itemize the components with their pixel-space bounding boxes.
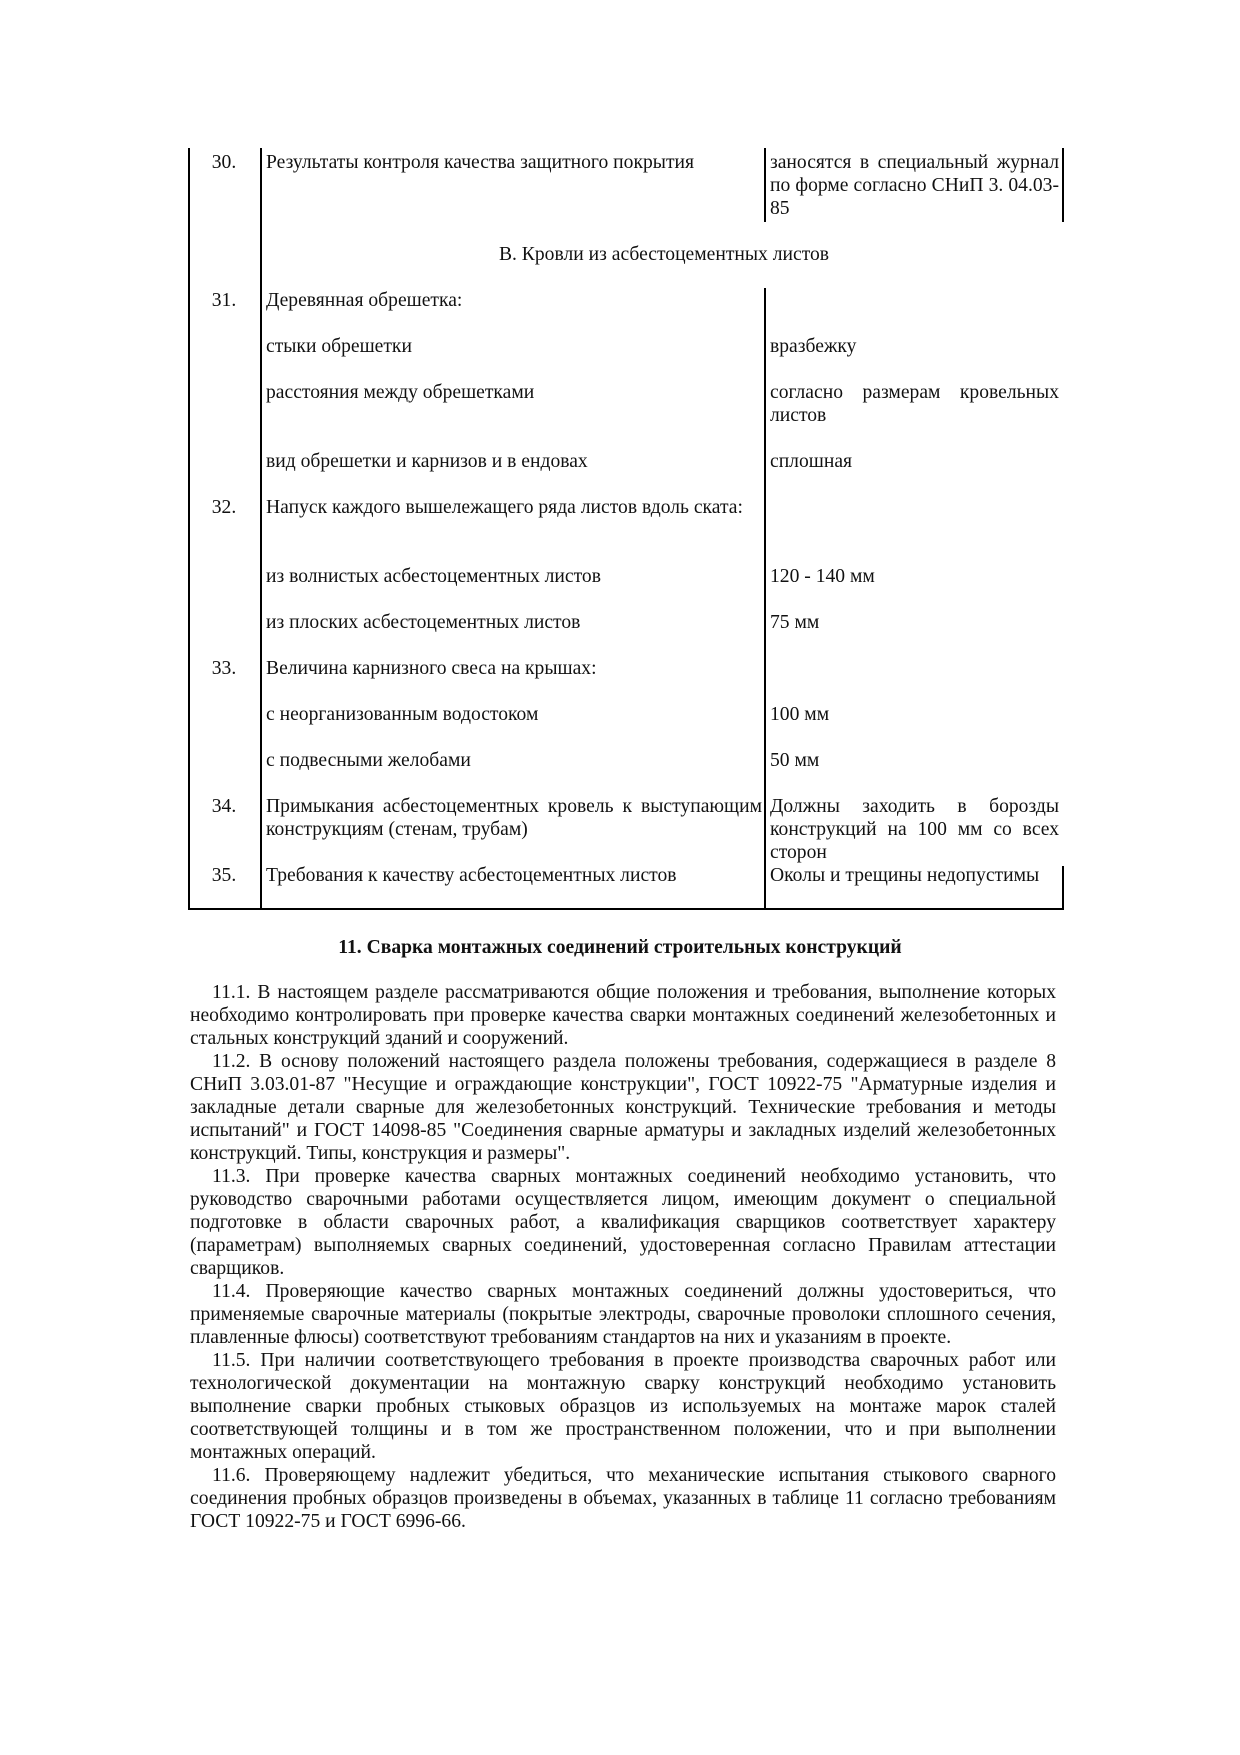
row-value: Околы и трещины недопустимы: [770, 865, 1040, 886]
paragraph: 11.1. В настоящем разделе рассматриваются общие положения и требования, выполнение которых необходимо контролировать при проверке качества сварки монтажных соединений железобетонных и стальных конструкций зданий и сооружений.: [190, 982, 1056, 1049]
row-description: расстояния между обрешетками: [266, 382, 535, 403]
row-number: 31.: [211, 290, 237, 311]
row-value: Должны заходить в борозды конструкций на 100 мм со всех сторон: [770, 796, 1059, 863]
row-description: стыки обрешетки: [266, 336, 412, 357]
table-divider-value: [764, 288, 766, 908]
row-description: Результаты контроля качества защитного покрытия: [266, 152, 694, 173]
table-border-bottom: [188, 908, 1064, 910]
row-description: с подвесными желобами: [266, 750, 471, 771]
paragraph: 11.4. Проверяющие качество сварных монтажных соединений должны удостовериться, что применяемые сварочные материалы (покрытые электроды, сварочные проволоки сплошного сечения, плавленные флюсы) соответствуют требованиям стандартов на них и указаниям в проекте.: [190, 1281, 1056, 1348]
row-value: 100 мм: [770, 704, 830, 725]
row-value: заносятся в специальный журнал по форме согласно СНиП 3. 04.03-85: [770, 152, 1059, 219]
row-description: с неорганизованным водостоком: [266, 704, 539, 725]
table-border-right: [1062, 148, 1064, 222]
table-divider-value: [764, 148, 766, 222]
row-value: сплошная: [770, 451, 853, 472]
section-body: [190, 981, 1056, 1533]
row-description: из волнистых асбестоцементных листов: [266, 566, 601, 587]
row-description: Напуск каждого вышележащего ряда листов вдоль ската:: [266, 497, 743, 518]
paragraph: 11.5. При наличии соответствующего требования в проекте производства сварочных работ или технологической документации на монтажную сварку конструкций необходимо установить выполнение сварки пробных стыковых образцов из используемых на монтаже марок сталей соответствующей толщины и в том же пространственном положении, что и при выполнении монтажных операций.: [190, 1350, 1056, 1463]
row-description: из плоских асбестоцементных листов: [266, 612, 581, 633]
row-value: 120 - 140 мм: [770, 566, 875, 587]
row-value: вразбежку: [770, 336, 857, 357]
row-number: 35.: [211, 865, 237, 886]
paragraph: 11.2. В основу положений настоящего раздела положены требования, содержащиеся в разделе 8 СНиП 3.03.01-87 "Несущие и ограждающие конструкции", ГОСТ 10922-75 "Арматурные изделия и закладные детали сварные для железобетонных конструкций. Технические требования и методы испытаний" и ГОСТ 14098-85 "Соединения сварные арматуры и закладных изделий железобетонных конструкций. Типы, конструкция и размеры".: [190, 1051, 1056, 1164]
table-border-right: [1062, 866, 1064, 908]
row-value: согласно размерам кровельных листов: [770, 382, 1059, 426]
row-number: 32.: [211, 497, 237, 518]
table-border-left: [188, 148, 190, 908]
row-description: Величина карнизного свеса на крышах:: [266, 658, 597, 679]
row-description: вид обрешетки и карнизов и в ендовах: [266, 451, 588, 472]
paragraph: 11.6. Проверяющему надлежит убедиться, что механические испытания стыкового сварного соединения пробных образцов произведены в объемах, указанных в таблице 11 согласно требованиям ГОСТ 10922-75 и ГОСТ 6996-66.: [190, 1465, 1056, 1532]
row-description: Требования к качеству асбестоцементных листов: [266, 865, 677, 886]
row-number: 30.: [211, 152, 237, 173]
section-title: 11. Сварка монтажных соединений строительных конструкций: [338, 937, 902, 958]
table-section-heading: В. Кровли из асбестоцементных листов: [498, 244, 830, 265]
row-description: Деревянная обрешетка:: [266, 290, 463, 311]
row-description: Примыкания асбестоцементных кровель к выступающим конструкциям (стенам, трубам): [266, 796, 762, 840]
row-number: 34.: [211, 796, 237, 817]
table-divider-num: [260, 148, 262, 908]
row-value: 75 мм: [770, 612, 820, 633]
row-value: 50 мм: [770, 750, 820, 771]
paragraph: 11.3. При проверке качества сварных монтажных соединений необходимо установить, что руководство сварочными работами осуществляется лицом, имеющим документ о специальной подготовке в области сварочных работ, а квалификация сварщиков соответствует характеру (параметрам) выполняемых сварных соединений, удостоверенная согласно Правилам аттестации сварщиков.: [190, 1166, 1056, 1279]
row-number: 33.: [211, 658, 237, 679]
